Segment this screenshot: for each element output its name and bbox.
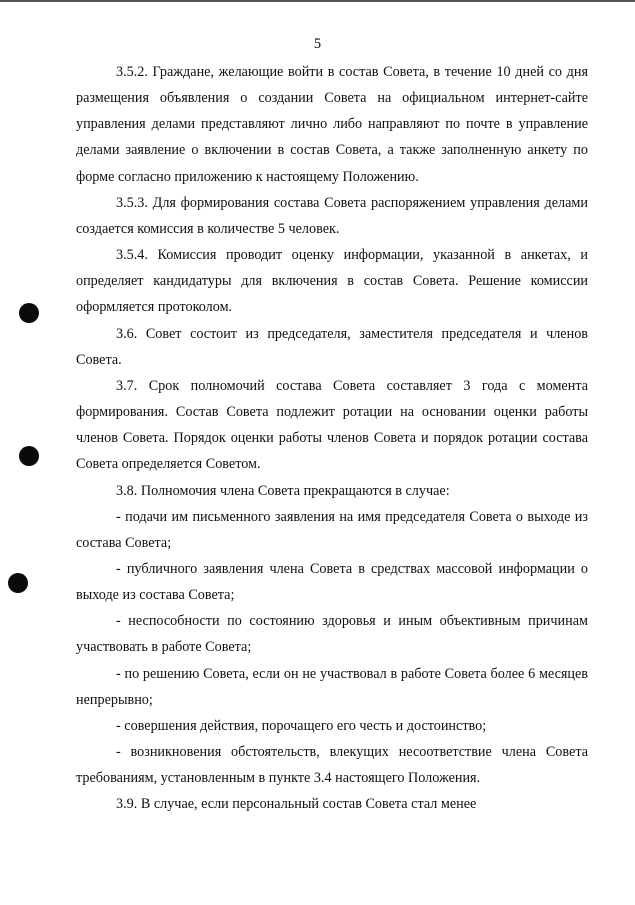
paragraph-3-5-3: 3.5.3. Для формирования состава Совета распоряжением управления делами создается комиссия в количестве 5 человек. <box>76 194 588 237</box>
list-item-council-decision: - по решению Совета, если он не участвовал в работе Совета более 6 месяцев непрерывно; <box>76 665 588 708</box>
list-item-public-statement: - публичного заявления члена Совета в средствах массовой информации о выходе из состава Совета; <box>76 560 588 604</box>
punch-hole-bottom <box>8 573 28 593</box>
list-item-dishonoring-action: - совершения действия, порочащего его честь и достоинство; <box>116 717 487 734</box>
paragraph-3-9: 3.9. В случае, если персональный состав Совета стал менее <box>116 796 477 813</box>
punch-hole-top <box>19 303 39 323</box>
paragraph-3-8: 3.8. Полномочия члена Совета прекращаются в случае: <box>116 482 450 499</box>
document-body <box>76 59 588 818</box>
top-border-line <box>0 0 635 2</box>
list-item-health-incapacity: - неспособности по состоянию здоровья и иным объективным причинам участвовать в работе Совета; <box>76 613 588 656</box>
paragraph-3-7: 3.7. Срок полномочий состава Совета составляет 3 года с момента формирования. Состав Совета подлежит ротации на основании оценки работы членов Совета. Порядок оценки работы членов Совета и порядок ротации состава Совета определяется Советом. <box>76 377 588 473</box>
list-item-nonconformity: - возникновения обстоятельств, влекущих несоответствие члена Совета требованиям, установленным в пункте 3.4 настоящего Положения. <box>76 744 588 787</box>
page-number: 5 <box>313 36 322 52</box>
paragraph-3-5-4: 3.5.4. Комиссия проводит оценку информации, указанной в анкетах, и определяет кандидатуры для включения в состав Совета. Решение комиссии оформляется протоколом. <box>76 247 588 316</box>
paragraph-3-5-2: 3.5.2. Граждане, желающие войти в состав Совета, в течение 10 дней со дня размещения объявления о создании Совета на официальном интернет-сайте управления делами представляют лично либо направляют по почте в управление делами заявление о включении в состав Совета, а также заполненную анкету по форме согласно приложению к настоящему Положению. <box>76 64 588 185</box>
list-item-written-statement: - подачи им письменного заявления на имя председателя Совета о выходе из состава Совета; <box>76 508 588 551</box>
paragraph-3-6: 3.6. Совет состоит из председателя, заместителя председателя и членов Совета. <box>76 325 588 368</box>
punch-hole-middle <box>19 446 39 466</box>
